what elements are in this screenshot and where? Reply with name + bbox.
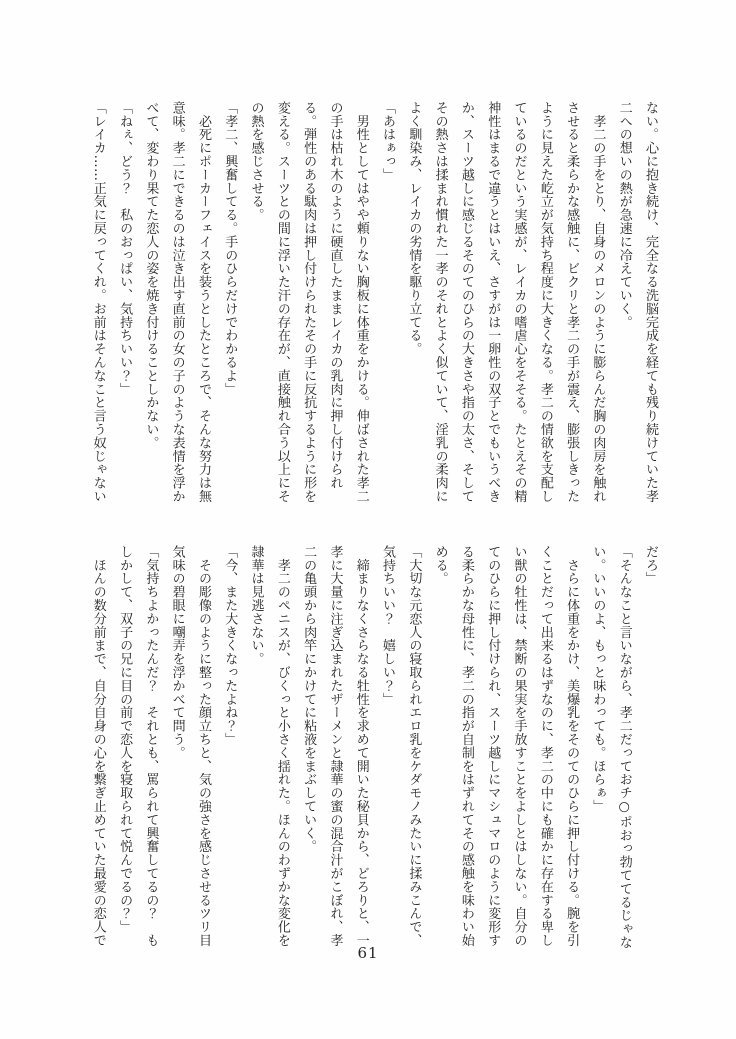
text-line: 「ねぇ、どう？ 私のおっぱい、気持ちいい？」	[117, 101, 133, 396]
text-line: 必死にポーカーフェイスを装うとしたところで、そんな努力は無	[195, 101, 211, 503]
text-line: べて、変わり果てた恋人の姿を焼き付けることしかない。	[143, 101, 159, 450]
text-line: てのひらに押し付けられ、スーツ越しにマシュマロのように変形す	[485, 545, 501, 947]
text-line: させると柔らかな感触に、ビクリと孝二の手が震え、膨張しきった	[564, 101, 580, 503]
text-line: 「孝二、興奮してる。手のひらだけでわかるよ」	[222, 101, 238, 396]
text-line: 孝二の手をとり、自身のメロンのように膨らんだ胸の肉房を触れ	[590, 101, 606, 503]
text-line: 隷華は見逃さない。	[248, 545, 264, 666]
text-line: しかして、双子の兄に目の前で恋人を寝取られて悦んでるの？」	[117, 545, 133, 934]
text-line: ように見えた屹立が気持ち程度に大きくなる。孝二の情欲を支配し	[537, 101, 553, 503]
text-line: 気味の碧眼に嘲弄を浮かべて問う。	[169, 545, 185, 760]
text-line: 「あはぁっ」	[380, 101, 396, 182]
text-line: ているのだという実感が、レイカの嗜虐心をそそる。たとえその精	[511, 101, 527, 503]
text-line: る柔らかな母性に、孝二の指が自制をはずれてその感触を味わい始	[458, 545, 474, 947]
text-block-top	[84, 101, 663, 503]
text-line: 「気持ちよかったんだ？ それとも、罵られて興奮してるの？ も	[143, 545, 159, 947]
text-line: 二への想いの熱が急速に冷えていく。	[616, 101, 632, 329]
text-block-bottom	[84, 545, 663, 949]
text-line: 変える。スーツとの間に浮いた汗の存在が、直接触れ合う以上にそ	[274, 101, 290, 503]
text-line: その熱さは揉まれ慣れた一孝のそれとよく似ていて、淫乳の柔肉に	[432, 101, 448, 503]
text-line: る。弾性のある駄肉は押し付けられたその手に反抗するように形を	[301, 101, 317, 503]
text-line: める。	[432, 545, 448, 586]
text-line: さらに体重をかけ、美爆乳をそのてのひらに押し付ける。腕を引	[564, 545, 580, 947]
text-line: よく馴染み、レイカの劣情を駆り立てる。	[406, 101, 422, 356]
text-line: 締まりなくさらなる牡性を求めて開いた秘貝から、どろりと、一	[353, 545, 369, 947]
text-line: の手は枯れ木のように硬直したままレイカの乳肉に押し付けられ	[327, 101, 343, 490]
text-line: い獣の牡性は、禁断の果実を手放すことをよしとはしない。自分の	[511, 545, 527, 947]
text-line: 気持ちいい？ 嬉しい？」	[380, 545, 396, 706]
text-line: か、スーツ越しに感じるそのてのひらの大きさや指の太さ、そして	[458, 101, 474, 503]
text-line: の熱を感じさせる。	[248, 101, 264, 222]
text-line: 「そんなこと言いながら、孝二だっておチ○ポおっ勃ててるじゃな	[616, 545, 632, 949]
text-line: 神性はまるで違うとはいえ、さすがは一卵性の双子とでもいうべき	[485, 101, 501, 503]
text-line: 孝二のペニスが、びくっと小さく揺れた。ほんのわずかな変化を	[274, 545, 290, 947]
text-line: 孝に大量に注ぎ込まれたザーメンと隷華の蜜の混合汁がこぼれ、孝	[327, 545, 343, 947]
page-number: 61	[357, 944, 379, 962]
text-line: 「今、また大きくなったよね？」	[222, 545, 238, 746]
text-line: くことだって出来るはずなのに、孝二の中にも確かに存在する卑し	[537, 545, 553, 947]
text-line: ない。心に抱き続け、完全なる洗脳完成を経ても残り続けていた孝	[643, 101, 658, 503]
text-line: 二の亀頭から肉竿にかけてに粘液をまぶしていく。	[301, 545, 317, 854]
text-line: だろ」	[643, 545, 658, 586]
text-line: その彫像のように整った顔立ちと、気の強さを感じさせるツリ目	[195, 545, 211, 947]
text-line: 意味。孝二にできるのは泣き出す直前の女の子のような表情を浮か	[169, 101, 185, 503]
text-line: ほんの数分前まで、自分自身の心を繋ぎ止めていた最愛の恋人で	[90, 545, 106, 947]
text-line: い。いいのよ、もっと味わっても。ほらぁ」	[590, 545, 606, 813]
text-line: 男性としてはやや頼りない胸板に体重をかける。伸ばされた孝二	[353, 101, 369, 503]
text-line: 「レイカ……正気に戻ってくれ。お前はそんなこと言う奴じゃない	[90, 101, 106, 503]
text-line: 「大切な元恋人の寝取られエロ乳をケダモノみたいに揉みこんで、	[406, 545, 422, 947]
